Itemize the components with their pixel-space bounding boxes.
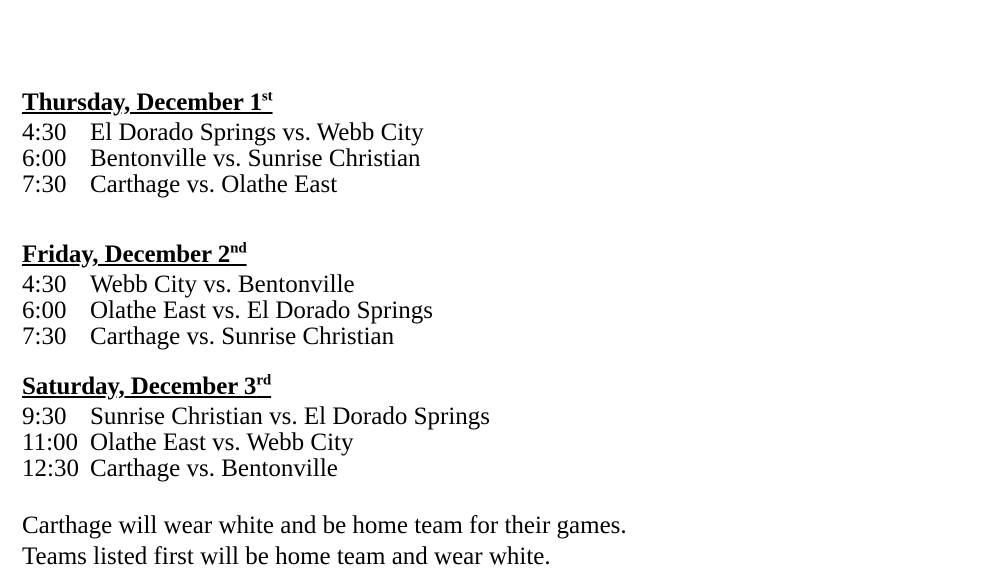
- game-row: [22, 404, 980, 430]
- game-time: 4:30: [22, 271, 67, 298]
- game-matchup: Carthage vs. Sunrise Christian: [90, 323, 395, 350]
- note-line: Carthage will wear white and be home team for their games.: [22, 512, 627, 539]
- game-time: 12:30: [22, 455, 79, 482]
- game-row: [22, 298, 980, 324]
- game-row: [22, 172, 980, 198]
- section-spacer: [22, 360, 980, 372]
- game-time: 4:30: [22, 119, 67, 146]
- day-heading-ordinal: rd: [256, 372, 272, 389]
- game-matchup: El Dorado Springs vs. Webb City: [90, 119, 424, 146]
- schedule-day-block: [22, 372, 980, 482]
- game-time: 6:00: [22, 145, 67, 172]
- game-time: 7:30: [22, 171, 67, 198]
- day-heading: [22, 88, 273, 118]
- game-row: [22, 430, 980, 456]
- game-matchup: Olathe East vs. El Dorado Springs: [90, 297, 434, 324]
- game-matchup: Bentonville vs. Sunrise Christian: [90, 145, 421, 172]
- schedule-day-block: [22, 240, 980, 350]
- section-spacer: [22, 208, 980, 240]
- day-heading-text: Friday, December 2: [22, 241, 231, 268]
- day-heading-text: Thursday, December 1: [22, 89, 262, 116]
- game-matchup: Olathe East vs. Webb City: [90, 429, 354, 456]
- day-heading-text: Saturday, December 3: [22, 373, 257, 400]
- day-heading-ordinal: nd: [230, 240, 247, 257]
- game-row: [22, 146, 980, 172]
- game-matchup: Carthage vs. Bentonville: [90, 455, 338, 482]
- day-heading: [22, 240, 247, 270]
- game-row: [22, 324, 980, 350]
- game-time: 7:30: [22, 323, 67, 350]
- game-matchup: Webb City vs. Bentonville: [90, 271, 355, 298]
- day-heading-ordinal: st: [261, 88, 273, 105]
- game-row: [22, 120, 980, 146]
- game-matchup: Sunrise Christian vs. El Dorado Springs: [90, 403, 490, 430]
- schedule-content: [22, 88, 980, 572]
- game-row: [22, 272, 980, 298]
- game-time: 6:00: [22, 297, 67, 324]
- game-time: 11:00: [22, 429, 79, 456]
- game-matchup: Carthage vs. Olathe East: [90, 171, 338, 198]
- game-row: [22, 456, 980, 482]
- game-time: 9:30: [22, 403, 67, 430]
- note-line: Teams listed first will be home team and wear white.: [22, 543, 551, 570]
- day-heading: [22, 372, 271, 402]
- schedule-day-block: [22, 88, 980, 198]
